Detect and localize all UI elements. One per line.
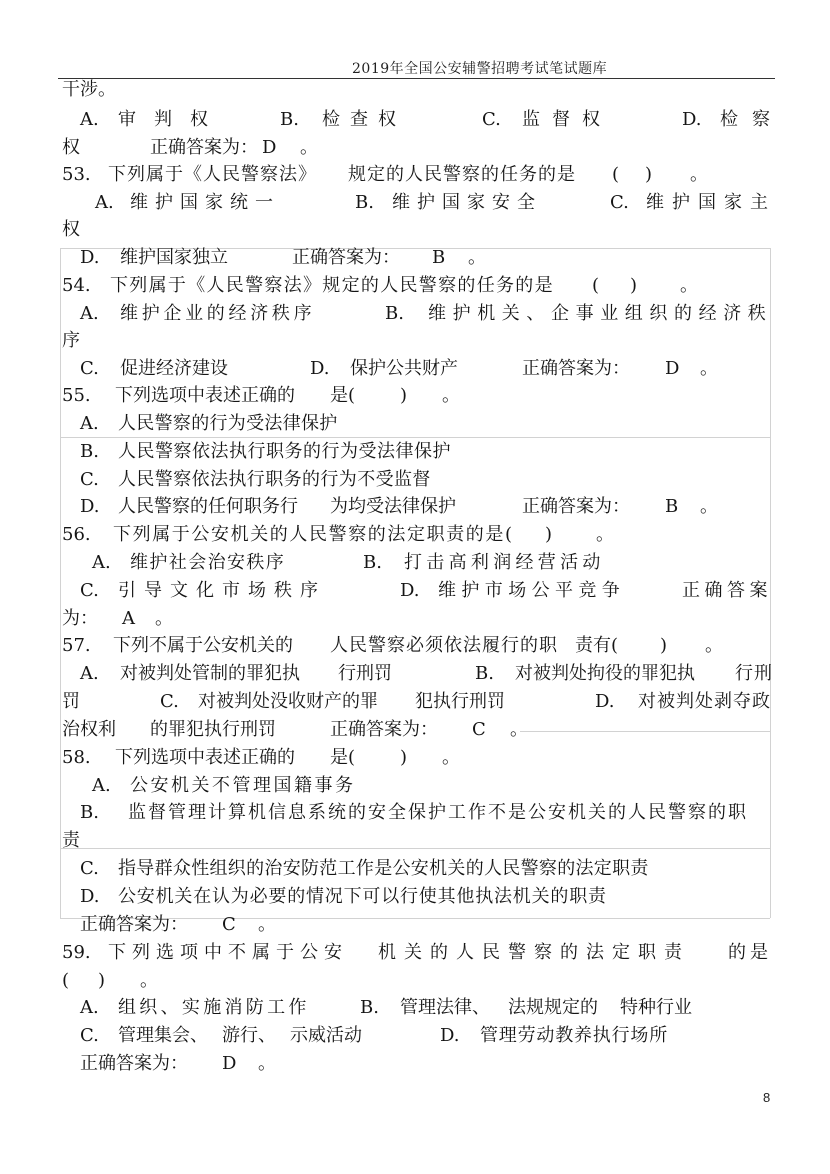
q55-option-c-letter: C. xyxy=(80,469,99,490)
q56-blank-close: ) xyxy=(545,524,553,545)
q54-number: 54. xyxy=(62,275,91,296)
q54-stem-line xyxy=(0,273,830,299)
q57-option-a-letter: A. xyxy=(80,663,99,684)
q52-answer-value: D xyxy=(262,137,277,158)
q56-options-line-2 xyxy=(0,578,830,604)
q56-option-d-letter: D. xyxy=(400,580,420,601)
q57-answer-end: 。 xyxy=(510,719,528,740)
q55-option-c-line xyxy=(0,467,830,493)
q55-number: 55. xyxy=(62,385,91,406)
q56-options-line xyxy=(0,550,830,576)
q59-option-b-text: 管理法律、 xyxy=(400,997,490,1018)
q57-number: 57. xyxy=(62,635,91,656)
q53-stem-part: 下列属于《人民警察法》 xyxy=(108,164,317,185)
q53-option-c-text: 维护国家主 xyxy=(646,192,776,213)
q56-option-d-text: 维护市场公平竞争 xyxy=(438,580,626,601)
q52-option-d-letter: D. xyxy=(682,109,702,130)
q55-answer-line xyxy=(0,494,830,520)
q57-answer-label: 正确答案为： xyxy=(330,719,438,740)
q57-option-a-text-cont: 行刑罚 xyxy=(338,663,392,684)
q57-option-b-text-cont: 行刑 xyxy=(735,663,773,684)
q57-option-a-text: 对被判处管制的罪犯执 xyxy=(120,663,300,684)
q59-options-line-2 xyxy=(0,1023,830,1049)
q56-answer-value: A xyxy=(122,608,135,629)
q54-option-b-text: 维护机关、企事业组织的经济秩 xyxy=(428,303,773,324)
q55-blank-close: ) xyxy=(400,385,408,406)
q58-option-c-letter: C. xyxy=(80,858,99,879)
q57-stem-part: 下列不属于公安机关的 xyxy=(113,635,293,656)
q59-option-b-text-end: 特种行业 xyxy=(620,997,692,1018)
q59-option-c-text-end: 示威活动 xyxy=(290,1025,362,1046)
header-title: 2019年全国公安辅警招聘考试笔试题库 xyxy=(352,61,608,77)
q54-answer-line xyxy=(0,356,830,382)
q58-stem-end: 。 xyxy=(442,747,460,768)
q59-answer-value: D xyxy=(222,1053,237,1074)
q58-option-a-text: 公安机关不管理国籍事务 xyxy=(130,775,356,796)
q58-option-b-text: 监督管理计算机信息系统的安全保护工作不是公安机关的人民警察的职 xyxy=(128,802,748,823)
q57-option-d-text-end: 的罪犯执行刑罚 xyxy=(150,719,276,740)
q55-stem-end: 。 xyxy=(442,385,460,406)
q53-answer-end: 。 xyxy=(468,247,486,268)
q56-option-a-text: 维护社会治安秩序 xyxy=(130,552,286,573)
q59-stem-part: 的是 xyxy=(728,942,772,963)
q53-stem-end: 。 xyxy=(690,164,708,185)
q59-option-d-text: 管理劳动教养执行场所 xyxy=(480,1025,668,1046)
q55-option-c-text: 人民警察依法执行职务的行为不受监督 xyxy=(118,469,431,490)
q56-option-c-letter: C. xyxy=(80,580,99,601)
q54-option-b-text-cont: 序 xyxy=(62,330,80,351)
q52-answer-end: 。 xyxy=(300,137,318,158)
q58-answer-end: 。 xyxy=(258,914,276,935)
q58-answer-value: C xyxy=(222,914,236,935)
q54-answer-value: D xyxy=(665,358,680,379)
q56-option-a-letter: A. xyxy=(92,552,111,573)
q55-option-a-text: 人民警察的行为受法律保护 xyxy=(118,413,338,434)
q53-option-d-letter: D. xyxy=(80,247,100,268)
q59-blank-close: ) xyxy=(98,970,106,991)
q52-option-a-letter: A. xyxy=(80,109,99,130)
q56-option-b-letter: B. xyxy=(363,552,382,573)
q54-option-c-letter: C. xyxy=(80,358,99,379)
q55-option-b-line xyxy=(0,439,830,465)
q55-option-d-text: 人民警察的任何职务行 xyxy=(118,496,298,517)
q56-number: 56. xyxy=(62,524,91,545)
q52-answer-label: 正确答案为： xyxy=(150,137,258,158)
q52-option-a-text: 审判权 xyxy=(118,109,226,130)
q59-answer-label: 正确答案为： xyxy=(80,1053,188,1074)
q54-options-cont-line xyxy=(0,328,830,354)
q53-answer-value: B xyxy=(432,247,446,268)
q58-stem-part: 下列选项中表述正确的 xyxy=(115,747,295,768)
q58-option-b-text-cont: 责 xyxy=(62,830,80,851)
q53-option-c-letter: C. xyxy=(610,192,629,213)
q59-option-a-text: 组织、实施消防工作 xyxy=(118,997,310,1018)
q56-option-b-text: 打击高利润经营活动 xyxy=(404,552,605,573)
q58-option-b-letter: B. xyxy=(80,802,99,823)
q53-number: 53. xyxy=(62,164,91,185)
q57-option-b-letter: B. xyxy=(475,663,494,684)
q59-blank-open: ( xyxy=(62,970,70,991)
q57-answer-value: C xyxy=(472,719,486,740)
q56-answer-label: 正确答案 xyxy=(682,580,772,601)
q58-option-c-text: 指导群众性组织的治安防范工作是公安机关的人民警察的法定职责 xyxy=(118,858,649,879)
q58-answer-label: 正确答案为： xyxy=(80,914,188,935)
q56-answer-end: 。 xyxy=(155,608,173,629)
q54-blank-close: ) xyxy=(630,275,638,296)
q57-option-d-text-cont: 治权利 xyxy=(62,719,116,740)
q53-options-line xyxy=(0,190,830,216)
q59-option-c-text-cont: 游行、 xyxy=(222,1025,276,1046)
q57-options-line-2 xyxy=(0,689,830,715)
q58-option-c-line xyxy=(0,856,830,882)
q59-number: 59. xyxy=(62,942,91,963)
q59-answer-end: 。 xyxy=(258,1053,276,1074)
box-divider-1 xyxy=(60,437,770,438)
q54-option-a-text: 维护企业的经济秩序 xyxy=(120,303,316,324)
q58-option-d-letter: D. xyxy=(80,886,100,907)
q54-option-c-text: 促进经济建设 xyxy=(120,358,228,379)
q53-option-c-text-cont: 权 xyxy=(62,219,80,240)
q53-answer-label: 正确答案为： xyxy=(292,247,400,268)
q55-option-d-letter: D. xyxy=(80,496,100,517)
q57-option-c-text: 对被判处没收财产的罪 xyxy=(198,691,378,712)
q57-options-line xyxy=(0,661,830,687)
q58-option-b-cont-line xyxy=(0,828,830,854)
q52-stem-line xyxy=(0,77,830,103)
q52-option-d-text: 检察 xyxy=(720,109,784,130)
q52-option-c-text: 监督权 xyxy=(522,109,612,130)
q53-answer-line xyxy=(0,245,830,271)
q52-answer-line xyxy=(0,135,830,161)
q52-option-b-letter: B. xyxy=(280,109,299,130)
q57-option-d-letter: D. xyxy=(595,691,615,712)
q58-option-b-line xyxy=(0,800,830,826)
q54-stem-end: 。 xyxy=(680,275,698,296)
q59-option-d-letter: D. xyxy=(440,1025,460,1046)
q58-option-a-line xyxy=(0,773,830,799)
q55-option-b-letter: B. xyxy=(80,441,99,462)
q55-option-d-text-cont: 为均受法律保护 xyxy=(330,496,456,517)
q54-option-d-text: 保护公共财产 xyxy=(350,358,458,379)
q57-stem-part: 责有( xyxy=(575,635,619,656)
q56-answer-line xyxy=(0,606,830,632)
q58-blank-open: 是( xyxy=(330,747,356,768)
q53-option-d-text: 维护国家独立 xyxy=(120,247,228,268)
q56-option-c-text: 引导文化市场秩序 xyxy=(118,580,326,601)
q56-stem-line xyxy=(0,522,830,548)
q59-stem-end: 。 xyxy=(140,970,158,991)
q53-options-cont-line xyxy=(0,217,830,243)
q53-option-a-text: 维护国家统一 xyxy=(130,192,280,213)
q53-option-b-letter: B. xyxy=(355,192,374,213)
q53-stem-part: 规定的人民警察的任务的是 xyxy=(348,164,576,185)
q54-answer-end: 。 xyxy=(700,358,718,379)
q57-stem-line xyxy=(0,633,830,659)
q58-option-d-text: 公安机关在认为必要的情况下可以行使其他执法机关的职责 xyxy=(118,886,607,907)
q57-option-c-letter: C. xyxy=(160,691,179,712)
q54-blank-open: ( xyxy=(592,275,600,296)
q55-option-a-letter: A. xyxy=(80,413,99,434)
q55-option-b-text: 人民警察依法执行职务的行为受法律保护 xyxy=(118,441,451,462)
q59-option-a-letter: A. xyxy=(80,997,99,1018)
q57-stem-part: 人民警察必须依法履行的职 xyxy=(330,635,558,656)
q58-answer-line xyxy=(0,912,830,938)
q53-option-a-letter: A. xyxy=(95,192,114,213)
q54-answer-label: 正确答案为： xyxy=(522,358,630,379)
q55-blank-open: 是( xyxy=(330,385,356,406)
q54-option-d-letter: D. xyxy=(310,358,330,379)
q57-option-b-text-end: 罚 xyxy=(62,691,80,712)
q54-option-b-letter: B. xyxy=(385,303,404,324)
q59-option-b-letter: B. xyxy=(360,997,379,1018)
q55-stem-part: 下列选项中表述正确的 xyxy=(115,385,295,406)
q57-blank-close: ) xyxy=(660,635,668,656)
q52-option-d-text-cont: 权 xyxy=(62,137,80,158)
q56-stem-end: 。 xyxy=(596,524,614,545)
q53-blank-open: ( xyxy=(612,164,620,185)
q53-stem-line xyxy=(0,162,830,188)
q58-option-a-letter: A. xyxy=(92,775,111,796)
q54-stem-part: 下列属于《人民警察法》规定的人民警察的任务的是 xyxy=(110,275,554,296)
q56-stem-part: 下列属于公安机关的人民警察的法定职责的是( xyxy=(113,524,514,545)
q57-option-b-text: 对被判处拘役的罪犯执 xyxy=(515,663,695,684)
q57-answer-line xyxy=(0,717,830,743)
q55-option-a-line xyxy=(0,411,830,437)
q52-option-c-letter: C. xyxy=(482,109,501,130)
q59-options-line xyxy=(0,995,830,1021)
q53-option-b-text: 维护国家安全 xyxy=(392,192,542,213)
q59-stem-cont-line xyxy=(0,968,830,994)
q58-option-d-line xyxy=(0,884,830,910)
q53-blank-close: ) xyxy=(645,164,653,185)
q55-answer-end: 。 xyxy=(700,496,718,517)
q54-options-line xyxy=(0,301,830,327)
q55-answer-label: 正确答案为： xyxy=(522,496,630,517)
q54-option-a-letter: A. xyxy=(80,303,99,324)
q59-stem-part: 下列选项中不属于公安 xyxy=(108,942,348,963)
q59-option-c-letter: C. xyxy=(80,1025,99,1046)
page-number: 8 xyxy=(763,1090,771,1105)
q58-blank-close: ) xyxy=(400,747,408,768)
q58-stem-line xyxy=(0,745,830,771)
q58-number: 58. xyxy=(62,747,91,768)
q57-option-d-text: 对被判处剥夺政 xyxy=(638,691,771,712)
q59-stem-line xyxy=(0,940,830,966)
q55-stem-line xyxy=(0,383,830,409)
q52-stem-tail: 干涉。 xyxy=(62,79,116,100)
q57-stem-end: 。 xyxy=(705,635,723,656)
q59-option-c-text: 管理集会、 xyxy=(118,1025,208,1046)
q52-options-line xyxy=(0,107,830,133)
q55-answer-value: B xyxy=(665,496,679,517)
q57-option-c-text-cont: 犯执行刑罚 xyxy=(415,691,505,712)
q59-option-b-text-cont: 法规规定的 xyxy=(508,997,598,1018)
q52-option-b-text: 检查权 xyxy=(322,109,406,130)
q56-answer-label-cont: 为： xyxy=(62,608,98,629)
q59-stem-part: 机关的人民警察的法定职责 xyxy=(378,942,690,963)
q59-answer-line xyxy=(0,1051,830,1077)
